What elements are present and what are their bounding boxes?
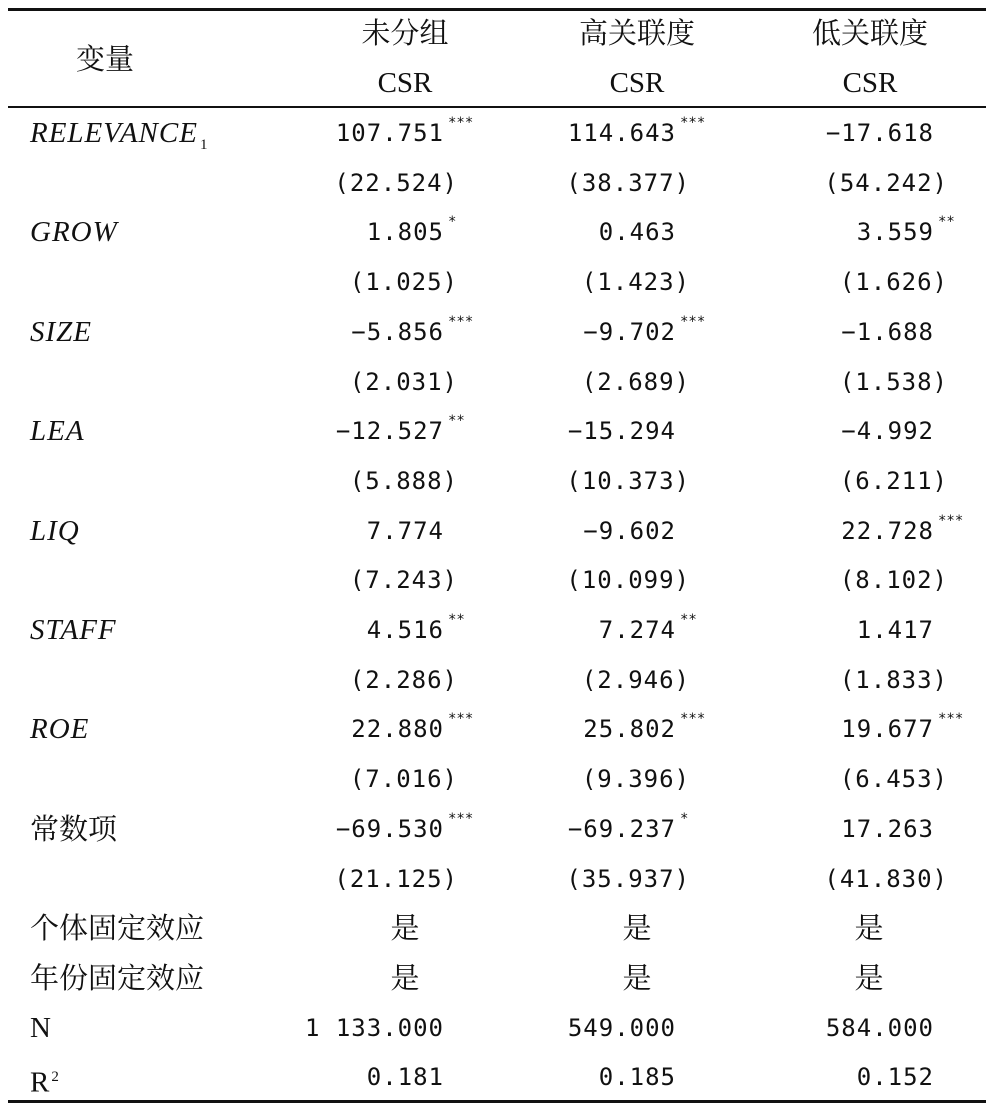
standard-error-cell: (38.377) — [566, 168, 690, 197]
variable-label: ROE — [30, 713, 90, 746]
standard-error-cell: (1.833) — [839, 665, 948, 694]
standard-error-cell: (22.524) — [334, 168, 458, 197]
coefficient-cell: 22.728 *** — [841, 506, 934, 556]
table-row — [0, 953, 992, 1003]
table-row — [0, 854, 992, 904]
table-row — [0, 1052, 992, 1102]
standard-error-cell: (1.025) — [349, 268, 458, 297]
significance-stars: *** — [680, 711, 706, 728]
table-row — [0, 456, 992, 506]
observations-cell: 584.000 — [825, 1013, 934, 1042]
variable-label: LEA — [30, 415, 85, 448]
standard-error-cell: (2.946) — [581, 665, 690, 694]
variable-subscript: 1 — [199, 136, 209, 153]
r-squared-cell: 0.185 — [598, 1063, 676, 1092]
table-top-rule — [8, 8, 986, 11]
coefficient-cell: −17.618 — [825, 119, 934, 147]
observations-cell: 1 133.000 — [304, 1013, 444, 1042]
r-squared-cell: 0.152 — [856, 1063, 934, 1092]
variable-label: GROW — [30, 216, 118, 249]
coefficient-cell: 107.751 *** — [336, 108, 444, 158]
header-dependent-variable: CSR — [377, 67, 433, 99]
coefficient-cell: −69.530 *** — [336, 804, 444, 854]
significance-stars: *** — [938, 512, 964, 529]
standard-error-cell: (7.243) — [349, 566, 458, 595]
coefficient-cell: 25.802 *** — [583, 704, 676, 754]
significance-stars: * — [680, 810, 689, 827]
standard-error-cell: (54.242) — [824, 168, 948, 197]
coefficient-cell: 19.677 *** — [841, 704, 934, 754]
coefficient-cell: 7.774 — [366, 516, 444, 545]
r-squared-label: R $^2$ — [30, 1066, 59, 1099]
variable-label: 常数项 — [30, 811, 118, 846]
fixed-effect-cell: 是 — [622, 911, 652, 946]
fixed-effect-cell: 是 — [854, 911, 884, 946]
table-bottom-rule — [8, 1100, 986, 1103]
table-row — [0, 506, 992, 556]
standard-error-cell: (21.125) — [334, 864, 458, 893]
fixed-effect-cell: 是 — [854, 960, 884, 995]
significance-stars: ** — [938, 214, 955, 231]
coefficient-cell: −1.688 — [841, 317, 934, 346]
r-squared-cell: 0.181 — [366, 1063, 444, 1092]
table-row — [0, 903, 992, 953]
significance-stars: *** — [448, 711, 474, 728]
table-row — [0, 804, 992, 854]
table-row — [0, 158, 992, 208]
header-dependent-variable: CSR — [842, 67, 898, 99]
fixed-effect-cell: 是 — [622, 960, 652, 995]
standard-error-cell: (2.689) — [581, 367, 690, 396]
standard-error-cell: (1.423) — [581, 268, 690, 297]
observations-label: N — [30, 1011, 51, 1044]
header-dependent-variable: CSR — [609, 67, 665, 99]
fixed-effect-label: 年份固定效应 — [30, 960, 205, 995]
coefficient-cell: 17.263 — [841, 814, 934, 843]
coefficient-cell: −12.527 ** — [336, 406, 444, 456]
standard-error-cell: (2.286) — [349, 665, 458, 694]
standard-error-cell: (1.538) — [839, 367, 948, 396]
header-variable: 变量 — [75, 42, 134, 76]
observations-cell: 549.000 — [567, 1013, 676, 1042]
coefficient-cell: 114.643 *** — [568, 108, 676, 158]
significance-stars: ** — [448, 612, 465, 628]
standard-error-cell: (2.031) — [349, 367, 458, 396]
table-row — [0, 704, 992, 754]
coefficient-cell: −69.237 * — [568, 804, 676, 854]
standard-error-cell: (10.099) — [566, 566, 690, 595]
variable-label: STAFF — [30, 614, 117, 646]
header-group-low-relevance: 低关联度 — [811, 16, 928, 50]
significance-stars: *** — [680, 115, 706, 131]
coefficient-cell: −4.992 — [841, 417, 934, 446]
coefficient-cell: 0.463 — [598, 218, 676, 247]
table-row — [0, 754, 992, 804]
table-row — [0, 655, 992, 705]
table-row — [0, 108, 992, 158]
table-row — [0, 555, 992, 605]
coefficient-cell: −9.702 *** — [583, 307, 676, 357]
coefficient-cell: −9.602 — [583, 516, 676, 545]
significance-stars: *** — [938, 711, 964, 728]
r-squared-superscript: 2 — [51, 1069, 59, 1086]
variable-label: RELEVANCE $_1$ — [30, 117, 209, 153]
standard-error-cell: (6.453) — [839, 765, 948, 794]
variable-label: LIQ — [30, 514, 80, 547]
standard-error-cell: (35.937) — [566, 864, 690, 893]
standard-error-cell: (10.373) — [566, 466, 690, 495]
fixed-effect-cell: 是 — [390, 911, 420, 946]
standard-error-cell: (6.211) — [839, 466, 948, 495]
fixed-effect-cell: 是 — [390, 960, 420, 995]
significance-stars: *** — [680, 313, 706, 330]
coefficient-cell: 1.805 * — [367, 207, 444, 257]
variable-label: SIZE — [30, 315, 92, 348]
standard-error-cell: (8.102) — [839, 566, 948, 595]
standard-error-cell: (5.888) — [349, 466, 458, 495]
coefficient-cell: 3.559 ** — [857, 207, 934, 257]
coefficient-cell: 22.880 *** — [351, 704, 444, 754]
coefficient-cell: −5.856 *** — [351, 307, 444, 357]
coefficient-cell: −15.294 — [567, 417, 676, 446]
coefficient-cell: 7.274 ** — [599, 605, 676, 655]
significance-stars: ** — [680, 612, 697, 628]
standard-error-cell: (41.830) — [824, 864, 948, 893]
standard-error-cell: (1.626) — [839, 268, 948, 297]
table-row — [0, 406, 992, 456]
table-row — [0, 1003, 992, 1053]
table-row — [0, 257, 992, 307]
fixed-effect-label: 个体固定效应 — [30, 911, 205, 946]
significance-stars: *** — [448, 115, 474, 131]
significance-stars: *** — [448, 810, 474, 827]
coefficient-cell: 4.516 ** — [367, 605, 444, 655]
significance-stars: ** — [448, 413, 465, 430]
header-group-ungrouped: 未分组 — [361, 16, 449, 50]
standard-error-cell: (9.396) — [581, 765, 690, 794]
coefficient-cell: 1.417 — [856, 616, 934, 644]
table-row — [0, 357, 992, 407]
table-row — [0, 605, 992, 655]
table-row — [0, 207, 992, 257]
significance-stars: * — [448, 214, 457, 231]
header-group-high-relevance: 高关联度 — [578, 16, 695, 50]
significance-stars: *** — [448, 313, 474, 330]
table-row — [0, 307, 992, 357]
standard-error-cell: (7.016) — [349, 765, 458, 794]
